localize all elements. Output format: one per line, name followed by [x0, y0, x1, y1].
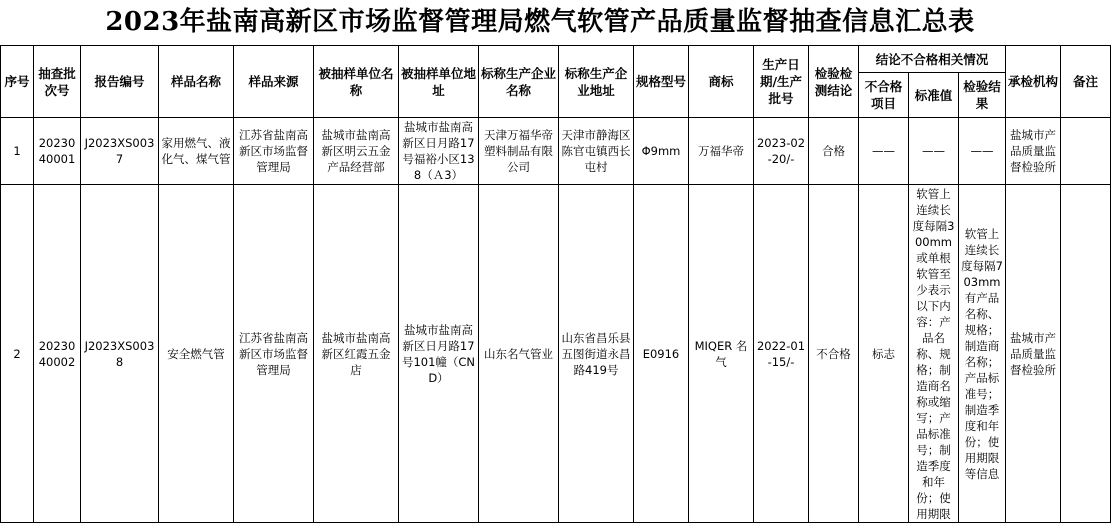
cell-report-no: J2023XS0037 [81, 118, 159, 185]
cell-standard-value: —— [909, 118, 959, 185]
cell-conclusion: 不合格 [809, 185, 859, 523]
header-report-no: 报告编号 [81, 46, 159, 118]
cell-batch: 2023040001 [34, 118, 81, 185]
table-row [1, 118, 1111, 185]
cell-sampled-unit-address: 盐城市盐南高新区日月路17号福裕小区138（Ａ3） [399, 118, 479, 185]
header-mfr-address: 标称生产企业地址 [559, 46, 634, 118]
cell-sample-source: 江苏省盐南高新区市场监督管理局 [234, 118, 314, 185]
header-test-result: 检验结果 [959, 73, 1006, 118]
inspection-table [0, 45, 1111, 523]
cell-seq: 1 [1, 118, 34, 185]
cell-sample-source: 江苏省盐南高新区市场监督管理局 [234, 185, 314, 523]
header-remark: 备注 [1061, 46, 1111, 118]
cell-spec: Φ9mm [634, 118, 689, 185]
cell-mfr-name: 山东名气管业 [479, 185, 559, 523]
cell-brand: 万福华帝 [689, 118, 754, 185]
header-sampled-unit-name: 被抽样单位名称 [314, 46, 399, 118]
cell-sampled-unit-name: 盐城市盐南高新区红霞五金店 [314, 185, 399, 523]
cell-lab: 盐城市产品质量监督检验所 [1006, 185, 1061, 523]
table-row [1, 185, 1111, 523]
header-conclusion: 检验检测结论 [809, 46, 859, 118]
cell-brand: MIQER 名气 [689, 185, 754, 523]
cell-sample-name: 家用燃气、液化气、煤气管 [159, 118, 234, 185]
header-batch: 抽查批次号 [34, 46, 81, 118]
header-seq: 序号 [1, 46, 34, 118]
cell-sampled-unit-name: 盐城市盐南高新区明云五金产品经营部 [314, 118, 399, 185]
table-title: 2023年盐南高新区市场监督管理局燃气软管产品质量监督抽查信息汇总表 [0, 0, 1080, 46]
header-sample-source: 样品来源 [234, 46, 314, 118]
header-sample-name: 样品名称 [159, 46, 234, 118]
cell-mfr-address: 天津市静海区陈官屯镇西长屯村 [559, 118, 634, 185]
header-production-date: 生产日期/生产批号 [754, 46, 809, 118]
header-mfr-name: 标称生产企业名称 [479, 46, 559, 118]
cell-nonconform-item: 标志 [859, 185, 909, 523]
cell-seq: 2 [1, 185, 34, 523]
header-sampled-unit-address: 被抽样单位地址 [399, 46, 479, 118]
header-nonconform-item: 不合格项目 [859, 73, 909, 118]
cell-standard-value: 软管上连续长度每隔300mm或单根软管至少表示以下内容：产品名称、规格；制造商名称或缩写；产品标准号；制造季度和年份；使用期限 [909, 185, 959, 523]
cell-batch: 2023040002 [34, 185, 81, 523]
cell-mfr-address: 山东省昌乐县五图街道永昌路419号 [559, 185, 634, 523]
cell-production-date: 2022-01-15/- [754, 185, 809, 523]
cell-production-date: 2023-02-20/- [754, 118, 809, 185]
cell-test-result: 软管上连续长度每隔703mm有产品名称、规格；制造商名称；产品标准号；制造季度和年份；使用期限等信息 [959, 185, 1006, 523]
header-lab: 承检机构 [1006, 46, 1061, 118]
cell-spec: E0916 [634, 185, 689, 523]
cell-mfr-name: 天津万福华帝塑料制品有限公司 [479, 118, 559, 185]
cell-lab: 盐城市产品质量监督检验所 [1006, 118, 1061, 185]
cell-nonconform-item: —— [859, 118, 909, 185]
header-spec: 规格型号 [634, 46, 689, 118]
cell-remark [1061, 185, 1111, 523]
cell-sample-name: 安全燃气管 [159, 185, 234, 523]
cell-sampled-unit-address: 盐城市盐南高新区日月路17号101幢（CND） [399, 185, 479, 523]
cell-remark [1061, 118, 1111, 185]
cell-conclusion: 合格 [809, 118, 859, 185]
header-brand: 商标 [689, 46, 754, 118]
header-standard-value: 标准值 [909, 73, 959, 118]
cell-report-no: J2023XS0038 [81, 185, 159, 523]
cell-test-result: —— [959, 118, 1006, 185]
header-nonconform-group: 结论不合格相关情况 [859, 46, 1006, 73]
